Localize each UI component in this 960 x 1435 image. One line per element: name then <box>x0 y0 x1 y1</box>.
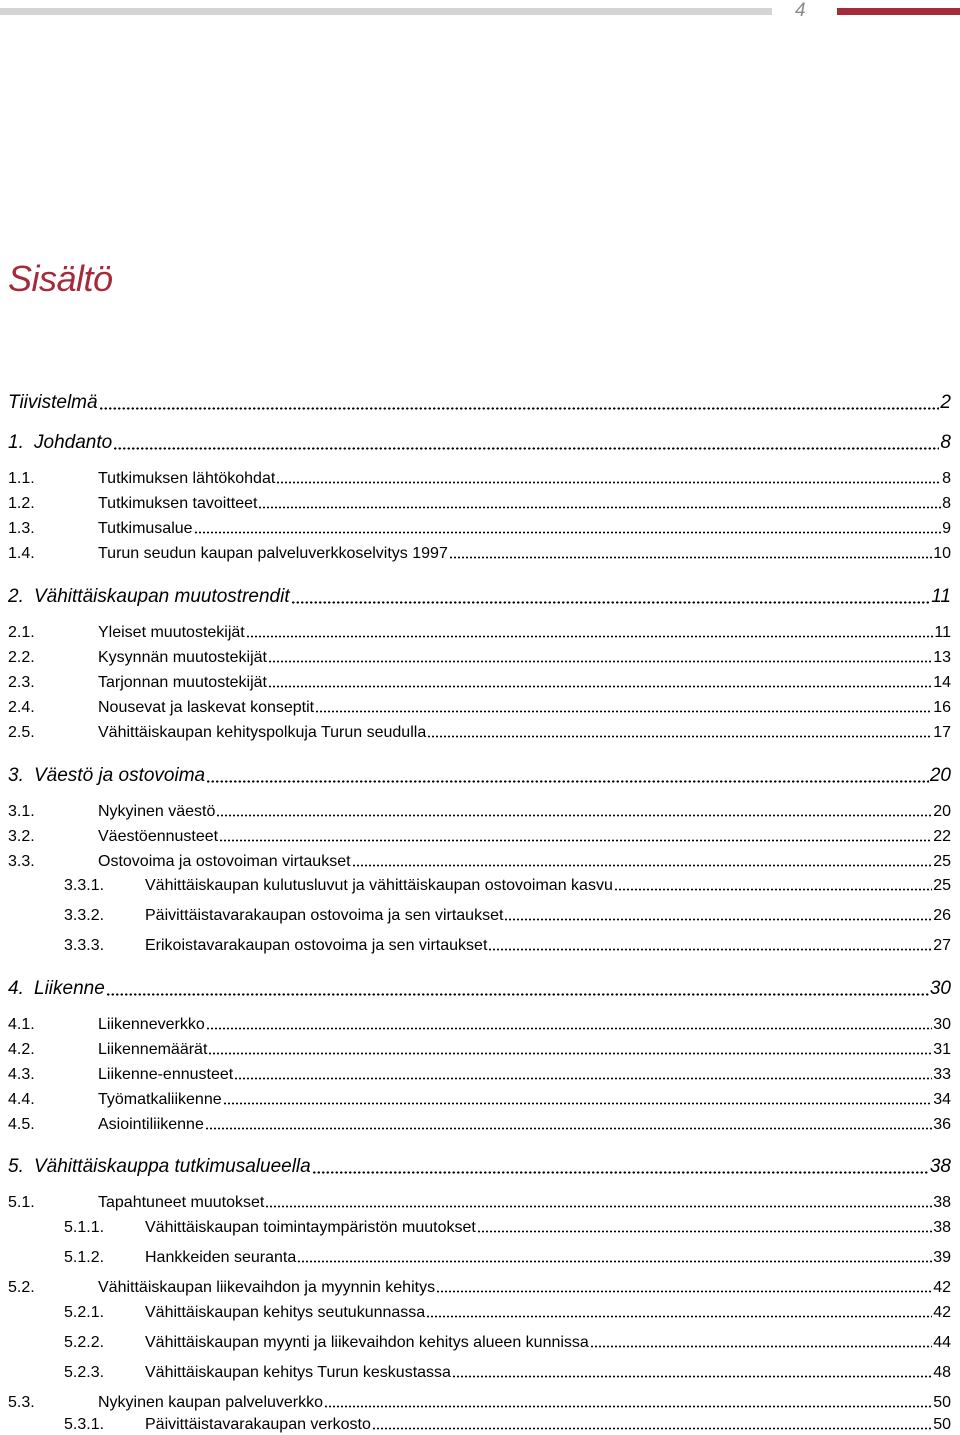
toc-dot-leader <box>477 1230 932 1233</box>
toc-entry-page: 11 <box>931 586 951 607</box>
toc-entry[interactable] <box>0 1358 951 1382</box>
toc-entry-page: 11 <box>934 624 951 641</box>
toc-dot-leader <box>208 1052 932 1055</box>
toc-entry-number: 2.5. <box>8 724 35 741</box>
toc-dot-leader <box>219 839 932 842</box>
toc-entry-title: Työmatkaliikenne <box>98 1091 222 1108</box>
toc-entry-title: Päivittäistavarakaupan ostovoima ja sen virtaukset <box>145 907 504 924</box>
toc-dot-leader <box>258 506 941 509</box>
toc-entry-page: 8 <box>940 432 951 453</box>
toc-entry-title: Tutkimuksen tavoitteet <box>98 495 258 512</box>
toc-entry[interactable] <box>0 514 951 538</box>
toc-entry[interactable] <box>0 1243 951 1267</box>
toc-entry[interactable] <box>0 618 951 642</box>
toc-entry[interactable] <box>0 718 951 742</box>
toc-entry-page: 20 <box>933 803 951 820</box>
toc-entry-title: Hankkeiden seuranta <box>145 1249 297 1266</box>
toc-entry-page: 30 <box>929 978 951 999</box>
toc-entry-title: Liikenneverkko <box>98 1016 205 1033</box>
toc-entry-page: 38 <box>929 1156 951 1177</box>
toc-entry-number: 2.3. <box>8 674 35 691</box>
toc-entry-title: Vähittäiskaupan kulutusluvut ja vähittäiskaupan ostovoiman kasvu <box>145 877 613 894</box>
toc-entry-number: 5.2.1. <box>64 1304 105 1321</box>
toc-entry-number: 1.2. <box>8 495 35 512</box>
toc-entry-page: 36 <box>933 1116 951 1133</box>
toc-entry-number: 3.3.2. <box>64 907 105 924</box>
toc-entry-page: 50 <box>933 1394 951 1411</box>
toc-entry-number: 1. <box>8 432 24 453</box>
toc-entry-number: 5.3.1. <box>64 1416 105 1433</box>
toc-entry-title: Liikenne-ennusteet <box>98 1066 234 1083</box>
toc-entry-title: Vähittäiskaupan liikevaihdon ja myynnin kehitys <box>98 1279 436 1296</box>
toc-entry-number: 2.4. <box>8 699 35 716</box>
toc-entry[interactable] <box>0 901 951 925</box>
toc-entry-page: 42 <box>933 1304 951 1321</box>
toc-entry-title: Erikoistavarakaupan ostovoima ja sen virtaukset <box>145 937 488 954</box>
toc-entry[interactable] <box>0 1328 951 1352</box>
toc-entry-page: 16 <box>933 699 951 716</box>
toc-entry-title: Liikennemäärät <box>98 1041 208 1058</box>
toc-entry[interactable] <box>0 1154 951 1178</box>
toc-entry-number: 3. <box>8 765 24 786</box>
toc-dot-leader <box>265 1205 932 1208</box>
toc-entry-title: Vähittäiskaupan kehityspolkuja Turun seudulla <box>98 724 427 741</box>
toc-entry-number: 1.3. <box>8 520 35 537</box>
page-title: Sisältö <box>8 258 113 299</box>
toc-entry-number: 3.3.1. <box>64 877 105 894</box>
toc-entry-number: 3.3. <box>8 853 35 870</box>
toc-dot-leader <box>268 685 932 688</box>
toc-entry-page: 25 <box>933 853 951 870</box>
toc-entry[interactable] <box>0 1010 951 1034</box>
toc-entry-page: 8 <box>942 495 951 512</box>
toc-dot-leader <box>216 814 932 817</box>
toc-entry-title: Liikenne <box>34 978 105 999</box>
toc-entry-title: Tarjonnan muutostekijät <box>98 674 267 691</box>
toc-entry[interactable] <box>0 1110 951 1134</box>
toc-entry-page: 31 <box>933 1041 951 1058</box>
toc-dot-leader <box>206 780 929 783</box>
toc-entry-page: 26 <box>933 907 951 924</box>
toc-entry-title: Johdanto <box>34 432 113 453</box>
toc-entry-number: 5.2.3. <box>64 1364 105 1381</box>
toc-dot-leader <box>234 1077 932 1080</box>
toc-dot-leader <box>99 407 940 410</box>
toc-dot-leader <box>352 864 933 867</box>
toc-entry-title: Väestöennusteet <box>98 828 219 845</box>
toc-entry[interactable] <box>0 847 951 871</box>
toc-entry[interactable] <box>0 976 951 1000</box>
toc-entry[interactable] <box>0 643 951 667</box>
toc-entry-page: 20 <box>929 765 951 786</box>
toc-entry-number: 5.2. <box>8 1279 35 1296</box>
toc-entry-page: 10 <box>933 545 951 562</box>
toc-entry-number: 5. <box>8 1156 24 1177</box>
toc-entry-title: Yleiset muutostekijät <box>98 624 245 641</box>
toc-entry[interactable] <box>0 871 951 895</box>
toc-dot-leader <box>113 447 939 450</box>
toc-entry-page: 22 <box>933 828 951 845</box>
toc-entry[interactable] <box>0 763 951 787</box>
toc-entry-title: Tiivistelmä <box>8 392 98 413</box>
toc-dot-leader <box>276 481 941 484</box>
toc-entry-title: Nykyinen väestö <box>98 803 216 820</box>
toc-entry-title: Kysynnän muutostekijät <box>98 649 267 666</box>
toc-entry[interactable] <box>0 693 951 717</box>
toc-dot-leader <box>312 1171 929 1174</box>
toc-dot-leader <box>427 735 932 738</box>
toc-entry[interactable] <box>0 430 951 454</box>
toc-entry-title: Turun seudun kaupan palveluverkkoselvitys 1997 <box>98 545 448 562</box>
toc-dot-leader <box>223 1102 933 1105</box>
toc-entry-number: 3.2. <box>8 828 35 845</box>
toc-entry[interactable] <box>0 1410 951 1434</box>
toc-entry-number: 5.1. <box>8 1194 35 1211</box>
toc-entry-number: 4.5. <box>8 1116 35 1133</box>
toc-dot-leader <box>246 635 934 638</box>
toc-entry-page: 27 <box>933 937 951 954</box>
toc-dot-leader <box>268 660 932 663</box>
toc-entry-number: 1.4. <box>8 545 35 562</box>
toc-entry-number: 4.3. <box>8 1066 35 1083</box>
toc-dot-leader <box>324 1405 932 1408</box>
toc-entry-number: 4. <box>8 978 24 999</box>
toc-dot-leader <box>504 918 932 921</box>
toc-entry-number: 3.3.3. <box>64 937 105 954</box>
toc-entry[interactable] <box>0 1298 951 1322</box>
toc-entry-number: 4.1. <box>8 1016 35 1033</box>
toc-entry-page: 48 <box>933 1364 951 1381</box>
toc-entry-page: 25 <box>933 877 951 894</box>
toc-entry[interactable] <box>0 797 951 821</box>
toc-entry-page: 8 <box>942 470 951 487</box>
toc-entry[interactable] <box>0 1273 951 1297</box>
toc-entry-title: Vähittäiskauppa tutkimusalueella <box>34 1156 311 1177</box>
toc-entry[interactable] <box>0 1035 951 1059</box>
toc-entry-title: Ostovoima ja ostovoiman virtaukset <box>98 853 351 870</box>
toc-dot-leader <box>372 1427 932 1430</box>
toc-entry[interactable] <box>0 668 951 692</box>
toc-dot-leader <box>291 601 931 604</box>
toc-entry-title: Vähittäiskaupan myynti ja liikevaihdon kehitys alueen kunnissa <box>145 1334 589 1351</box>
toc-entry-number: 2.1. <box>8 624 35 641</box>
toc-entry-number: 5.3. <box>8 1394 35 1411</box>
toc-entry-page: 34 <box>933 1091 951 1108</box>
toc-entry-title: Nykyinen kaupan palveluverkko <box>98 1394 324 1411</box>
toc-entry[interactable] <box>0 1060 951 1084</box>
toc-dot-leader <box>206 1027 932 1030</box>
toc-entry-title: Vähittäiskaupan toimintaympäristön muutokset <box>145 1219 476 1236</box>
toc-entry-page: 9 <box>942 520 951 537</box>
toc-dot-leader <box>315 710 932 713</box>
toc-entry-number: 3.1. <box>8 803 35 820</box>
toc-entry-number: 2.2. <box>8 649 35 666</box>
toc-entry-title: Tutkimuksen lähtökohdat <box>98 470 276 487</box>
toc-entry-page: 13 <box>933 649 951 666</box>
toc-entry[interactable] <box>0 464 951 488</box>
toc-dot-leader <box>426 1315 932 1318</box>
toc-entry[interactable] <box>0 1085 951 1109</box>
toc-entry-page: 44 <box>933 1334 951 1351</box>
toc-entry-page: 33 <box>933 1066 951 1083</box>
toc-entry-page: 17 <box>933 724 951 741</box>
toc-dot-leader <box>436 1290 932 1293</box>
toc-dot-leader <box>297 1260 932 1263</box>
toc-entry-title: Päivittäistavarakaupan verkosto <box>145 1416 371 1433</box>
toc-entry[interactable] <box>0 584 951 608</box>
toc-entry-title: Asiointiliikenne <box>98 1116 204 1133</box>
toc-entry-title: Vähittäiskaupan muutostrendit <box>34 586 290 607</box>
page-number: 4 <box>795 0 806 21</box>
toc-entry[interactable] <box>0 1388 951 1412</box>
toc-entry[interactable] <box>0 1213 951 1237</box>
toc-entry-page: 38 <box>933 1219 951 1236</box>
toc-entry-title: Väestö ja ostovoima <box>34 765 206 786</box>
toc-dot-leader <box>452 1375 932 1378</box>
toc-entry-number: 5.2.2. <box>64 1334 105 1351</box>
toc-entry-number: 1.1. <box>8 470 35 487</box>
toc-entry-number: 4.4. <box>8 1091 35 1108</box>
toc-entry-page: 14 <box>933 674 951 691</box>
toc-entry[interactable] <box>0 539 951 563</box>
toc-dot-leader <box>106 993 929 996</box>
toc-entry[interactable] <box>0 822 951 846</box>
toc-entry-page: 42 <box>933 1279 951 1296</box>
toc-entry-page: 39 <box>933 1249 951 1266</box>
toc-entry-page: 2 <box>940 392 951 413</box>
toc-entry-title: Nousevat ja laskevat konseptit <box>98 699 315 716</box>
toc-dot-leader <box>194 531 942 534</box>
toc-entry-title: Tapahtuneet muutokset <box>98 1194 265 1211</box>
toc-entry-title: Vähittäiskaupan kehitys seutukunnassa <box>145 1304 426 1321</box>
toc-entry-page: 30 <box>933 1016 951 1033</box>
toc-entry-title: Tutkimusalue <box>98 520 193 537</box>
toc-entry[interactable] <box>0 1188 951 1212</box>
toc-dot-leader <box>205 1127 932 1130</box>
toc-entry-number: 5.1.1. <box>64 1219 105 1236</box>
toc-dot-leader <box>590 1345 932 1348</box>
toc-entry-page: 50 <box>933 1416 951 1433</box>
toc-entry[interactable] <box>0 489 951 513</box>
toc-entry-number: 2. <box>8 586 24 607</box>
toc-entry-page: 38 <box>933 1194 951 1211</box>
toc-dot-leader <box>449 556 932 559</box>
toc-entry[interactable] <box>0 390 951 414</box>
toc-entry-title: Vähittäiskaupan kehitys Turun keskustassa <box>145 1364 451 1381</box>
toc-dot-leader <box>614 888 932 891</box>
toc-dot-leader <box>488 948 932 951</box>
toc-entry-number: 4.2. <box>8 1041 35 1058</box>
toc-entry[interactable] <box>0 931 951 955</box>
toc-entry-number: 5.1.2. <box>64 1249 105 1266</box>
